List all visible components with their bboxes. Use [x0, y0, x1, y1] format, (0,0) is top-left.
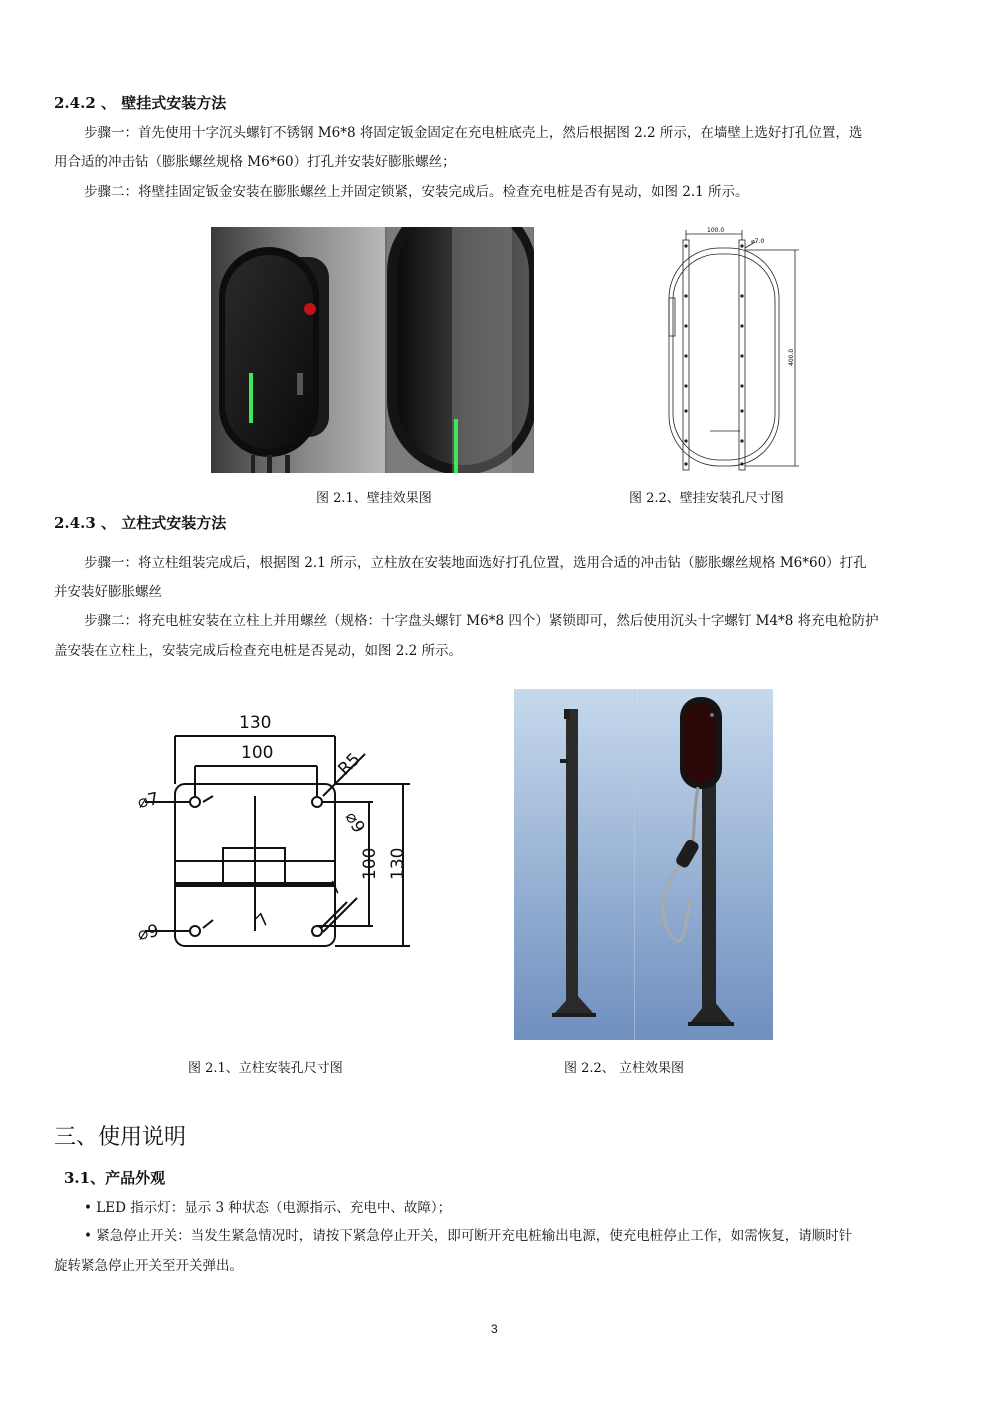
bullet-led: • LED 指示灯：显示 3 种状态（电源指示、充电中、故障）；	[84, 1200, 452, 1216]
wall-mount-photo	[211, 227, 534, 473]
figure-caption-wall-photo: 图 2.1、壁挂效果图	[316, 491, 432, 506]
dim-small-b: 7	[252, 909, 275, 932]
figure-caption-wall-drawing: 图 2.2、壁挂安装孔尺寸图	[629, 491, 784, 506]
dim-hole-a: ⌀7	[135, 788, 161, 813]
dim-inner-height: 100	[360, 847, 380, 880]
column-step1-line1: 步骤一：将立柱组装完成后，根据图 2.1 所示，立柱放在安装地面选好打孔位置，选用合适的冲击钻（膨胀螺丝规格 M6*60）打孔	[84, 555, 867, 571]
dim-outer-width: 130	[239, 713, 272, 733]
column-step2-line1: 步骤二：将充电桩安装在立柱上并用螺丝（规格：十字盘头螺钉 M6*8 四个）紧锁即可，然后使用沉头十字螺钉 M4*8 将充电枪防护	[84, 613, 879, 629]
section-heading-243: 2.4.3 、 立柱式安装方法	[54, 514, 227, 532]
section-heading-242: 2.4.2 、 壁挂式安装方法	[54, 94, 227, 112]
dim-hole-label: ⌀7.0	[751, 238, 765, 245]
chapter-heading: 三、使用说明	[54, 1125, 187, 1150]
step2-text: 步骤二：将壁挂固定钣金安装在膨胀螺丝上并固定锁紧，安装完成后。检查充电桩是否有晃动，如图 2.1 所示。	[84, 184, 749, 200]
dim-height-label: 400.0	[788, 348, 795, 366]
dim-width-label: 100.0	[707, 227, 725, 234]
figure-caption-column-render: 图 2.2、 立柱效果图	[564, 1061, 684, 1076]
figure-caption-column-drawing: 图 2.1、立柱安装孔尺寸图	[188, 1061, 343, 1076]
step1-text-line2: 用合适的冲击钻（膨胀螺丝规格 M6*60）打孔并安装好膨胀螺丝；	[54, 154, 456, 170]
column-step1-line2: 并安装好膨胀螺丝	[54, 584, 162, 600]
column-hole-dimension-drawing	[135, 706, 415, 956]
dim-radius: R5	[334, 749, 365, 780]
dim-inner-width: 100	[241, 743, 274, 763]
dim-hole-c: ⌀9	[135, 920, 161, 945]
step1-text-line1: 步骤一：首先使用十字沉头螺钉不锈钢 M6*8 将固定钣金固定在充电桩底壳上，然后根据图 2.2 所示，在墙壁上选好打孔位置，选	[84, 125, 863, 141]
bullet-emergency-line1: • 紧急停止开关：当发生紧急情况时，请按下紧急停止开关，即可断开充电桩输出电源，使充电桩停止工作，如需恢复，请顺时针	[84, 1228, 853, 1244]
page-number: 3	[491, 1322, 498, 1336]
dim-hole-b: ⌀9	[340, 808, 369, 837]
wall-mount-dimension-drawing	[655, 226, 805, 476]
column-step2-line2: 盖安装在立柱上，安装完成后检查充电桩是否晃动，如图 2.2 所示。	[54, 643, 463, 659]
dim-outer-height: 130	[388, 847, 408, 880]
bullet-emergency-line2: 旋转紧急停止开关至开关弹出。	[54, 1258, 243, 1274]
dim-small-a: 7	[324, 877, 347, 900]
column-mount-render	[514, 689, 773, 1040]
sub-heading-appearance: 3.1、产品外观	[64, 1169, 166, 1187]
